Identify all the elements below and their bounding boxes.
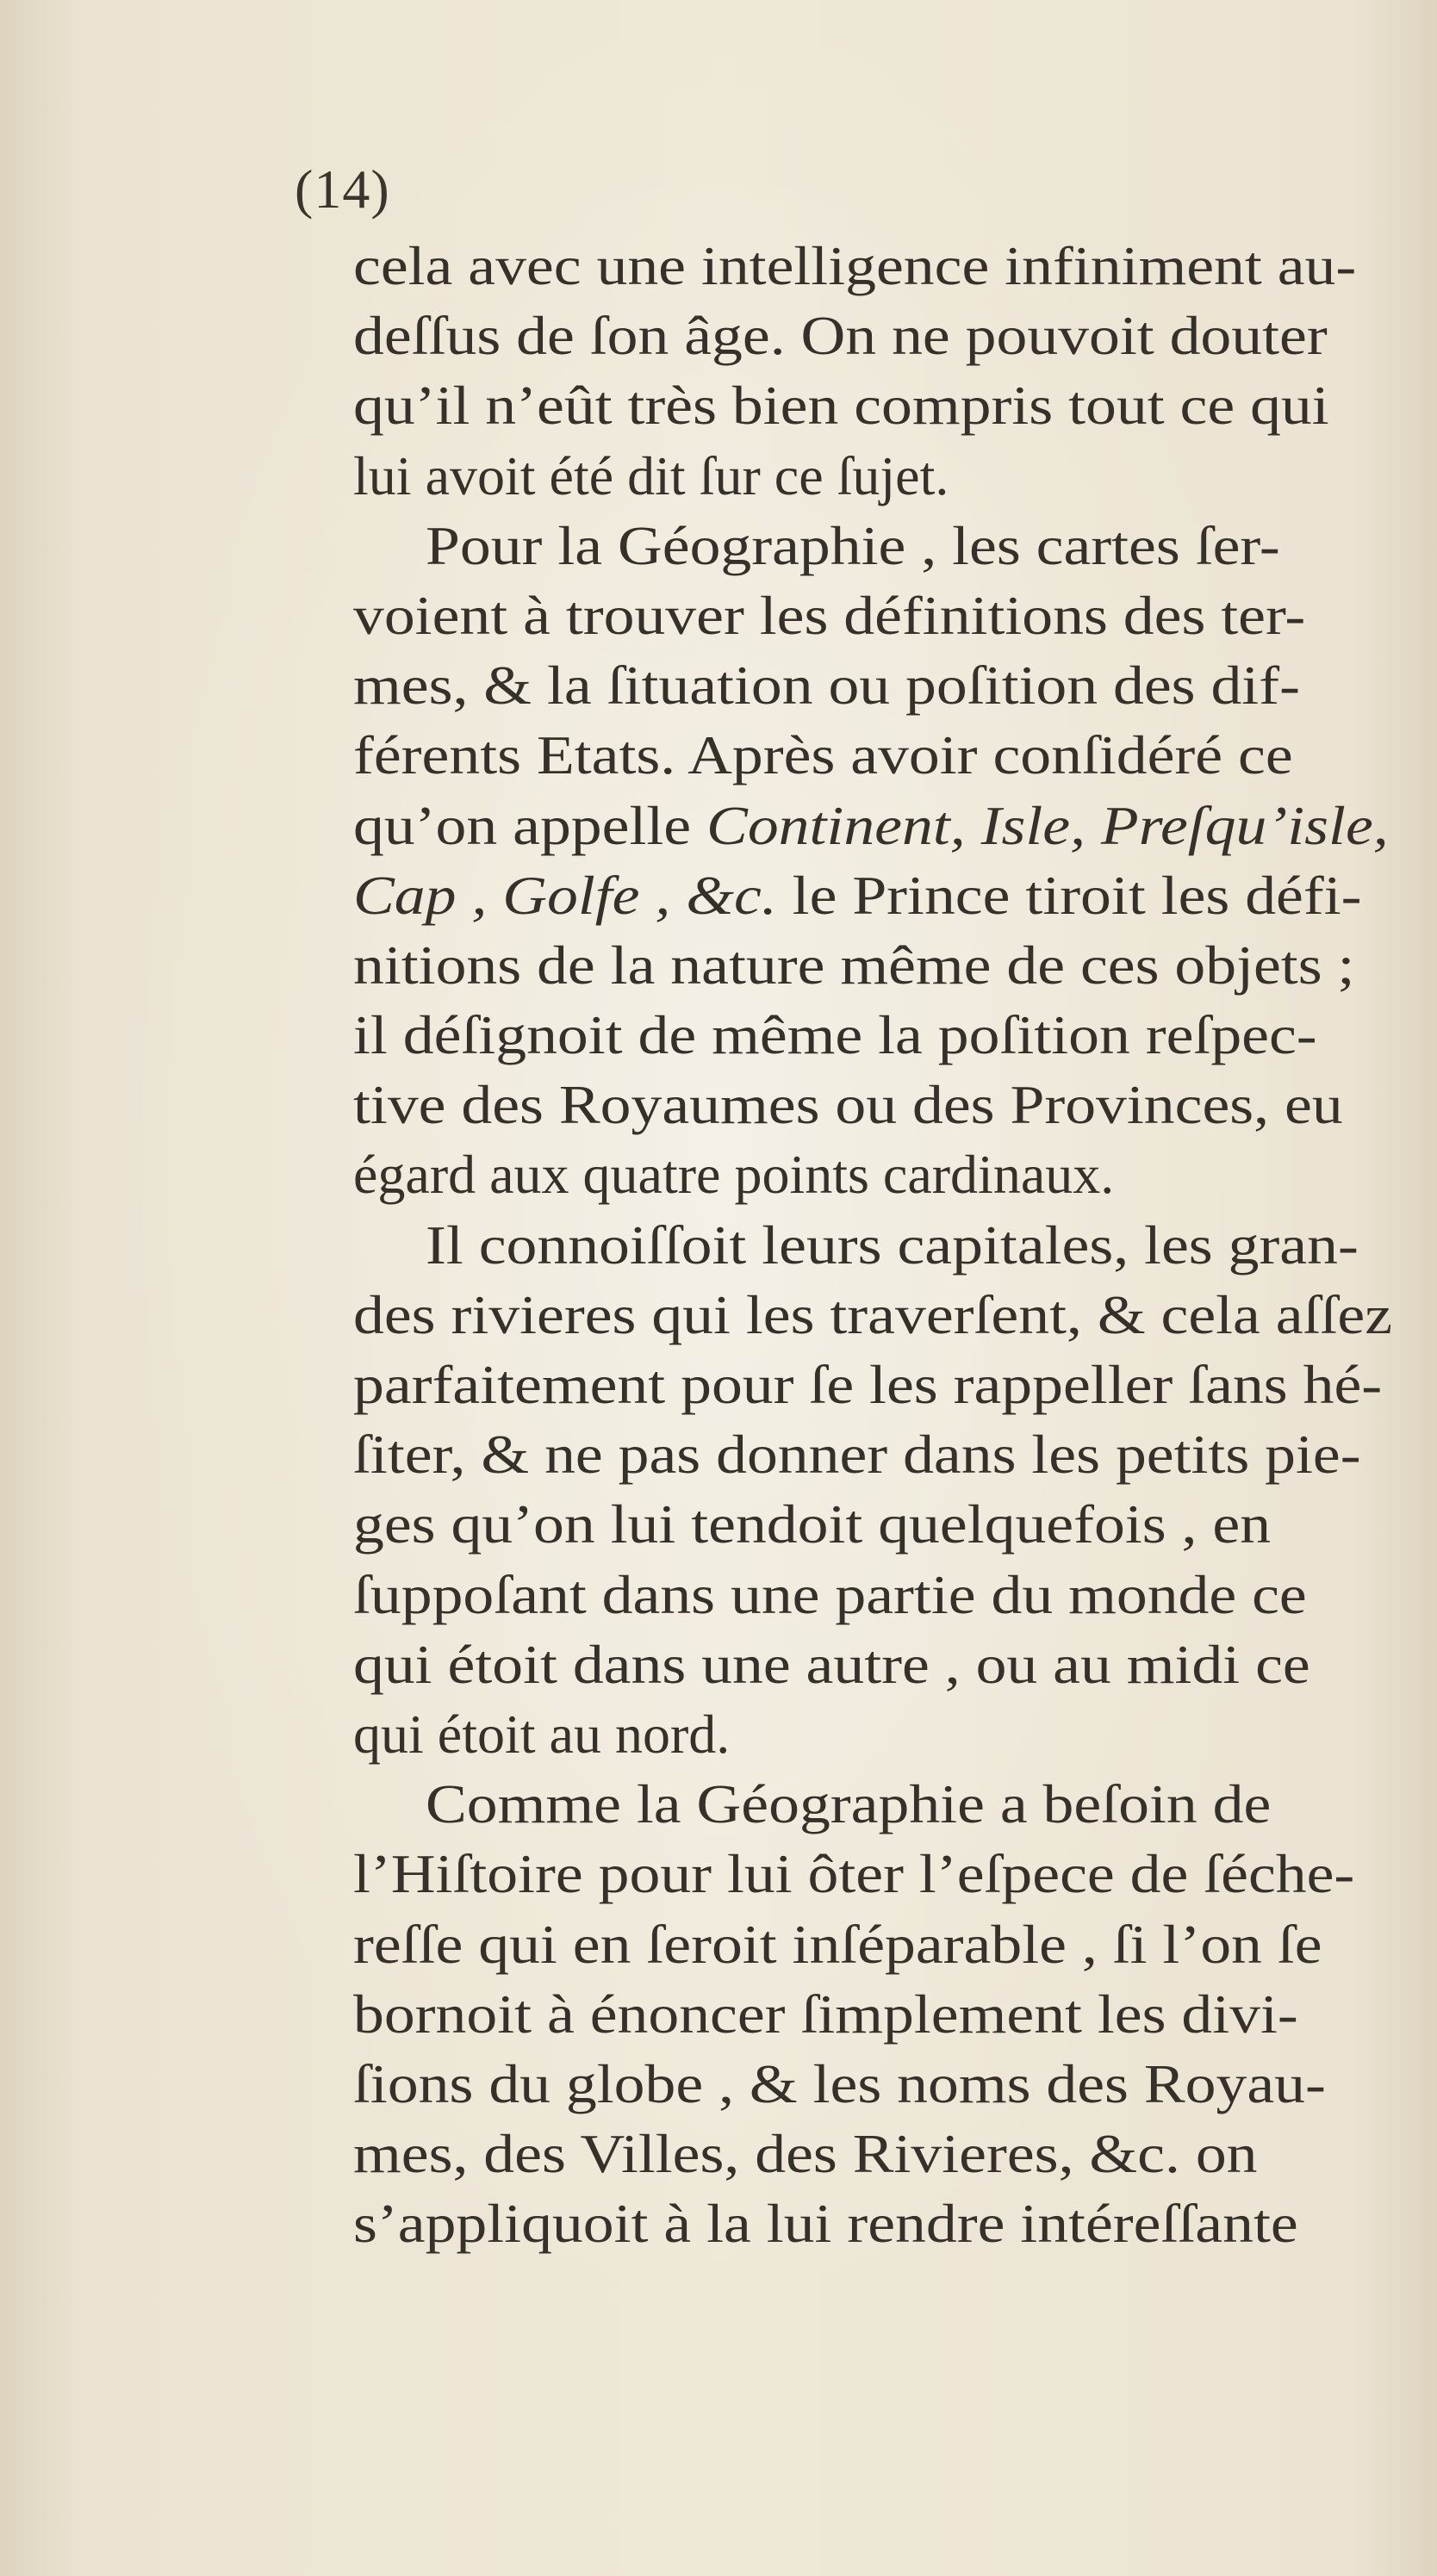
page-number: (14) — [295, 158, 390, 220]
text-line: deſſus de ſon âge. On ne pouvoit douter — [353, 305, 1328, 367]
italic-term: Continent, Isle, Preſqu’isle, — [706, 794, 1389, 856]
text-line: férents Etats. Après avoir conſidéré ce — [353, 724, 1293, 786]
text-line: l’Hiſtoire pour lui ôter l’eſpece de ſéche- — [353, 1843, 1355, 1905]
text-line: Comme la Géographie a beſoin de — [426, 1773, 1272, 1835]
text-line: s’appliquoit à la lui rendre intéreſſante — [353, 2193, 1298, 2255]
text-line: tive des Royaumes ou des Provinces, eu — [353, 1074, 1343, 1136]
italic-term: Cap , Golfe , &c. — [353, 864, 777, 926]
text-line: qui étoit au nord. — [353, 1703, 731, 1765]
text-line: des rivieres qui les traverſent, & cela aſſez — [353, 1283, 1393, 1345]
text-line — [353, 791, 1437, 860]
text-fragment: le Prince tiroit les défi- — [776, 864, 1362, 926]
text-line: il déſignoit de même la poſition reſpec- — [353, 1004, 1317, 1066]
text-line: reſſe qui en ſeroit inſéparable , ſi l’on ſe — [353, 1913, 1322, 1975]
text-line: égard aux quatre points cardinaux. — [353, 1144, 1115, 1206]
text-line: qui étoit dans une autre , ou au midi ce — [353, 1633, 1310, 1695]
body-text — [353, 231, 1437, 2258]
text-line: ſiter, & ne pas donner dans les petits pie- — [353, 1424, 1361, 1486]
text-line: qu’il n’eût très bien compris tout ce qui — [353, 375, 1329, 437]
text-line: ſuppoſant dans une partie du monde ce — [353, 1563, 1307, 1625]
text-line — [353, 860, 1437, 930]
text-line: lui avoit été dit ſur ce ſujet. — [353, 444, 949, 506]
text-line: Il connoiſſoit leurs capitales, les gran- — [426, 1214, 1359, 1276]
text-line: mes, des Villes, des Rivieres, &c. on — [353, 2123, 1258, 2185]
text-line: nitions de la nature même de ces objets ; — [353, 934, 1355, 996]
text-line: voient à trouver les définitions des ter- — [353, 584, 1306, 646]
text-line: mes, & la ſituation ou poſition des dif- — [353, 655, 1300, 717]
text-line: Pour la Géographie , les cartes ſer- — [426, 514, 1280, 576]
text-line: ges qu’on lui tendoit quelquefois , en — [353, 1493, 1272, 1555]
text-line: cela avec une intelligence infiniment au- — [353, 235, 1357, 296]
text-line: ſions du globe , & les noms des Royau- — [353, 2052, 1326, 2114]
text-line: bornoit à énoncer ſimplement les divi- — [353, 1983, 1298, 2045]
text-line: parfaitement pour ſe les rappeller ſans hé- — [353, 1354, 1383, 1415]
text-fragment: qu’on appelle — [353, 794, 707, 856]
